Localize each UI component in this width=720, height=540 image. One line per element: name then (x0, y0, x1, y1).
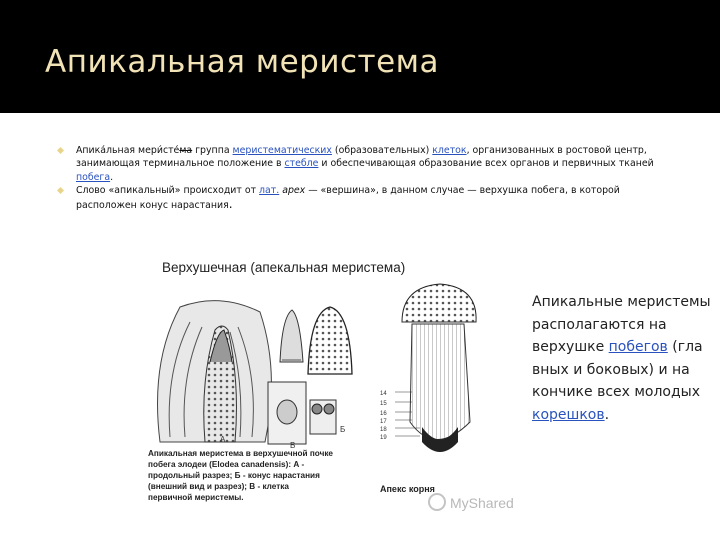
figure-title: Верхушечная (апекальная меристема) (162, 260, 406, 275)
figure-caption (148, 448, 358, 503)
watermark-text: MyShared (450, 495, 514, 511)
text-run: . (228, 196, 233, 211)
caption-line: первичной меристемы. (148, 493, 244, 502)
label-a: А (220, 435, 226, 444)
text-run: (гла вных и боковых) и на кончике всех молодых (532, 339, 703, 400)
watermark-logo-icon (428, 493, 446, 511)
bullet-item-definition (58, 144, 683, 184)
text-run: — «вершина», в данном случае — верхушка побега, в которой расположен конус нарастания (76, 185, 620, 211)
bullet-marker-icon (57, 187, 64, 194)
root-apex-numbers (380, 391, 387, 441)
bullet-list (58, 144, 683, 212)
svg-text:15: 15 (380, 401, 387, 407)
cell-drawing (268, 382, 306, 444)
italic-apex: apex (282, 185, 306, 197)
meristem-figure (140, 252, 520, 522)
label-b: Б (340, 425, 346, 434)
caption-line: побега элодеи (Elodea canadensis): А - (148, 460, 305, 469)
bullet-item-etymology (58, 184, 683, 212)
svg-text:17: 17 (380, 419, 387, 425)
root-apex-label: Апекс корня (380, 484, 435, 494)
slide-title: Апикальная меристема (45, 44, 440, 80)
side-note (532, 291, 712, 426)
longitudinal-section-drawing (158, 301, 272, 442)
struck-text: ма (179, 145, 193, 156)
text-run: Апикальные меристемы располагаются на верхушке (532, 294, 711, 355)
text-run: , организованных в ростовой центр, занимающая терминальное положение в (76, 145, 647, 170)
link-latin[interactable]: лат. (259, 185, 280, 197)
link-meristematic[interactable]: меристематических (232, 145, 332, 156)
svg-text:19: 19 (380, 435, 387, 441)
link-shoots[interactable]: побегов (608, 339, 668, 355)
link-cells[interactable]: клеток (432, 145, 467, 156)
caption-line: Апикальная меристема в верхушечной почке (148, 449, 333, 458)
link-shoot[interactable]: побега (76, 171, 111, 183)
text-run: . (110, 171, 114, 183)
text-run: и обеспечивающая образование всех органов и первичных тканей (318, 158, 654, 170)
text-run: Апика́льная мери́сте́ (76, 145, 180, 156)
watermark (428, 493, 514, 511)
caption-line: (внешний вид и разрез); В - клетка (148, 482, 289, 491)
caption-line: продольный разрез; Б - конус нарастания (148, 471, 320, 480)
title-bar (0, 0, 720, 113)
root-apex-drawing (395, 284, 476, 452)
growth-cone-section-drawing (308, 307, 352, 374)
text-run: группа (192, 145, 233, 156)
text-run: Слово «апикальный» происходит от (76, 185, 260, 197)
svg-text:14: 14 (380, 391, 387, 397)
label-v: В (290, 441, 296, 450)
link-roots[interactable]: корешков (532, 406, 605, 423)
svg-text:18: 18 (380, 427, 387, 433)
svg-text:16: 16 (380, 411, 387, 417)
text-run: (образовательных) (331, 145, 433, 156)
text-run: . (604, 406, 610, 423)
cell-pair-drawing (310, 400, 336, 434)
link-stem[interactable]: стебле (284, 158, 319, 170)
bullet-marker-icon (57, 147, 64, 154)
growth-cone-drawing (280, 310, 303, 362)
